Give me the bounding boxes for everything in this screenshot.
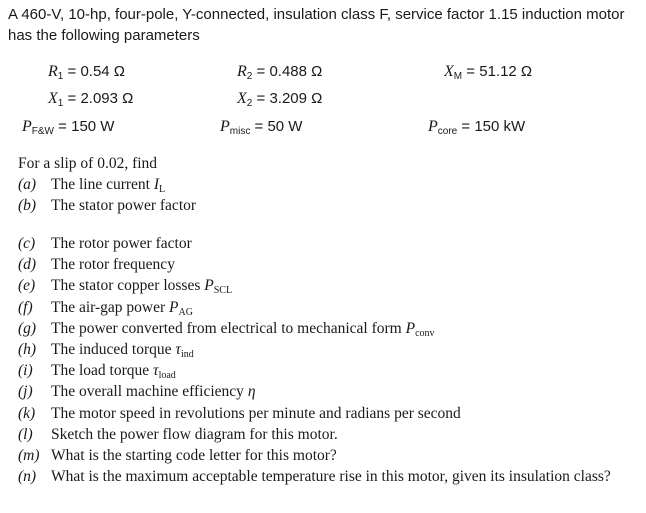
question-item [18,297,638,318]
question-item [18,403,638,424]
question-item [18,445,638,466]
param-xm: $X_M = 51.12$ Ω [444,63,533,82]
find-block [18,153,618,217]
question-label: (i) [18,362,33,380]
question-text: The motor speed in revolutions per minute and radians per second [51,404,461,422]
question-item [18,174,618,195]
param-pfw: $P_{F\&W} = 150$ W [22,118,115,137]
question-label: (b) [18,197,37,215]
question-item [18,254,638,275]
question-text: The rotor frequency [51,256,175,274]
question-text: The rotor power factor [51,235,192,252]
param-r2: $R_2 = 0.488$ Ω [237,63,323,82]
question-item [18,466,638,508]
question-label: (d) [18,256,37,274]
question-item [18,195,618,216]
question-item [18,424,638,445]
question-label: (j) [18,383,33,401]
question-label: (c) [18,235,36,252]
question-text: The induced torque $\tau_{ind}$ [51,340,194,360]
question-text: The air-gap power $P_{AG}$ [51,298,193,318]
question-label: (k) [18,404,36,422]
param-pcore: $P_{core} = 150$ kW [428,118,526,137]
question-item [18,339,638,360]
question-text: The stator power factor [51,197,197,215]
question-label: (f) [18,298,33,316]
question-label: (l) [18,425,33,443]
param-pmisc: $P_{misc} = 50$ W [220,118,303,137]
find-intro: For a slip of 0.02, find [18,155,158,172]
question-text: The overall machine efficiency η [51,383,256,401]
question-text: The line current $I_L$ [51,176,166,196]
question-text: What is the maximum acceptable temperature rise in this motor, given its insulation class? [51,468,611,486]
question-label: (m) [18,446,40,464]
param-x2: $X_2 = 3.209$ Ω [237,90,323,109]
question-text: The power converted from electrical to mechanical form $P_{conv}$ [51,319,435,339]
question-text: What is the starting code letter for this motor? [51,446,337,464]
question-item [18,275,638,296]
question-item [18,381,638,402]
question-list [18,233,638,508]
question-item [18,318,638,339]
question-label: (a) [18,176,37,194]
param-r1: $R_1 = 0.54$ Ω [48,63,126,82]
question-item [18,360,638,381]
question-label: (n) [18,468,37,486]
question-text: Sketch the power flow diagram for this motor. [51,425,338,443]
question-text: The load torque $\tau_{load}$ [51,362,176,382]
problem-statement: A 460-V, 10-hp, four-pole, Y-connected, insulation class F, service factor 1.15 induction motor has the following parameters [8,6,625,44]
question-label: (h) [18,340,37,358]
param-x1: $X_1 = 2.093$ Ω [48,90,134,109]
question-item [18,233,638,254]
question-label: (e) [18,277,36,295]
question-label: (g) [18,319,37,337]
question-text: The stator copper losses $P_{SCL}$ [51,277,233,297]
